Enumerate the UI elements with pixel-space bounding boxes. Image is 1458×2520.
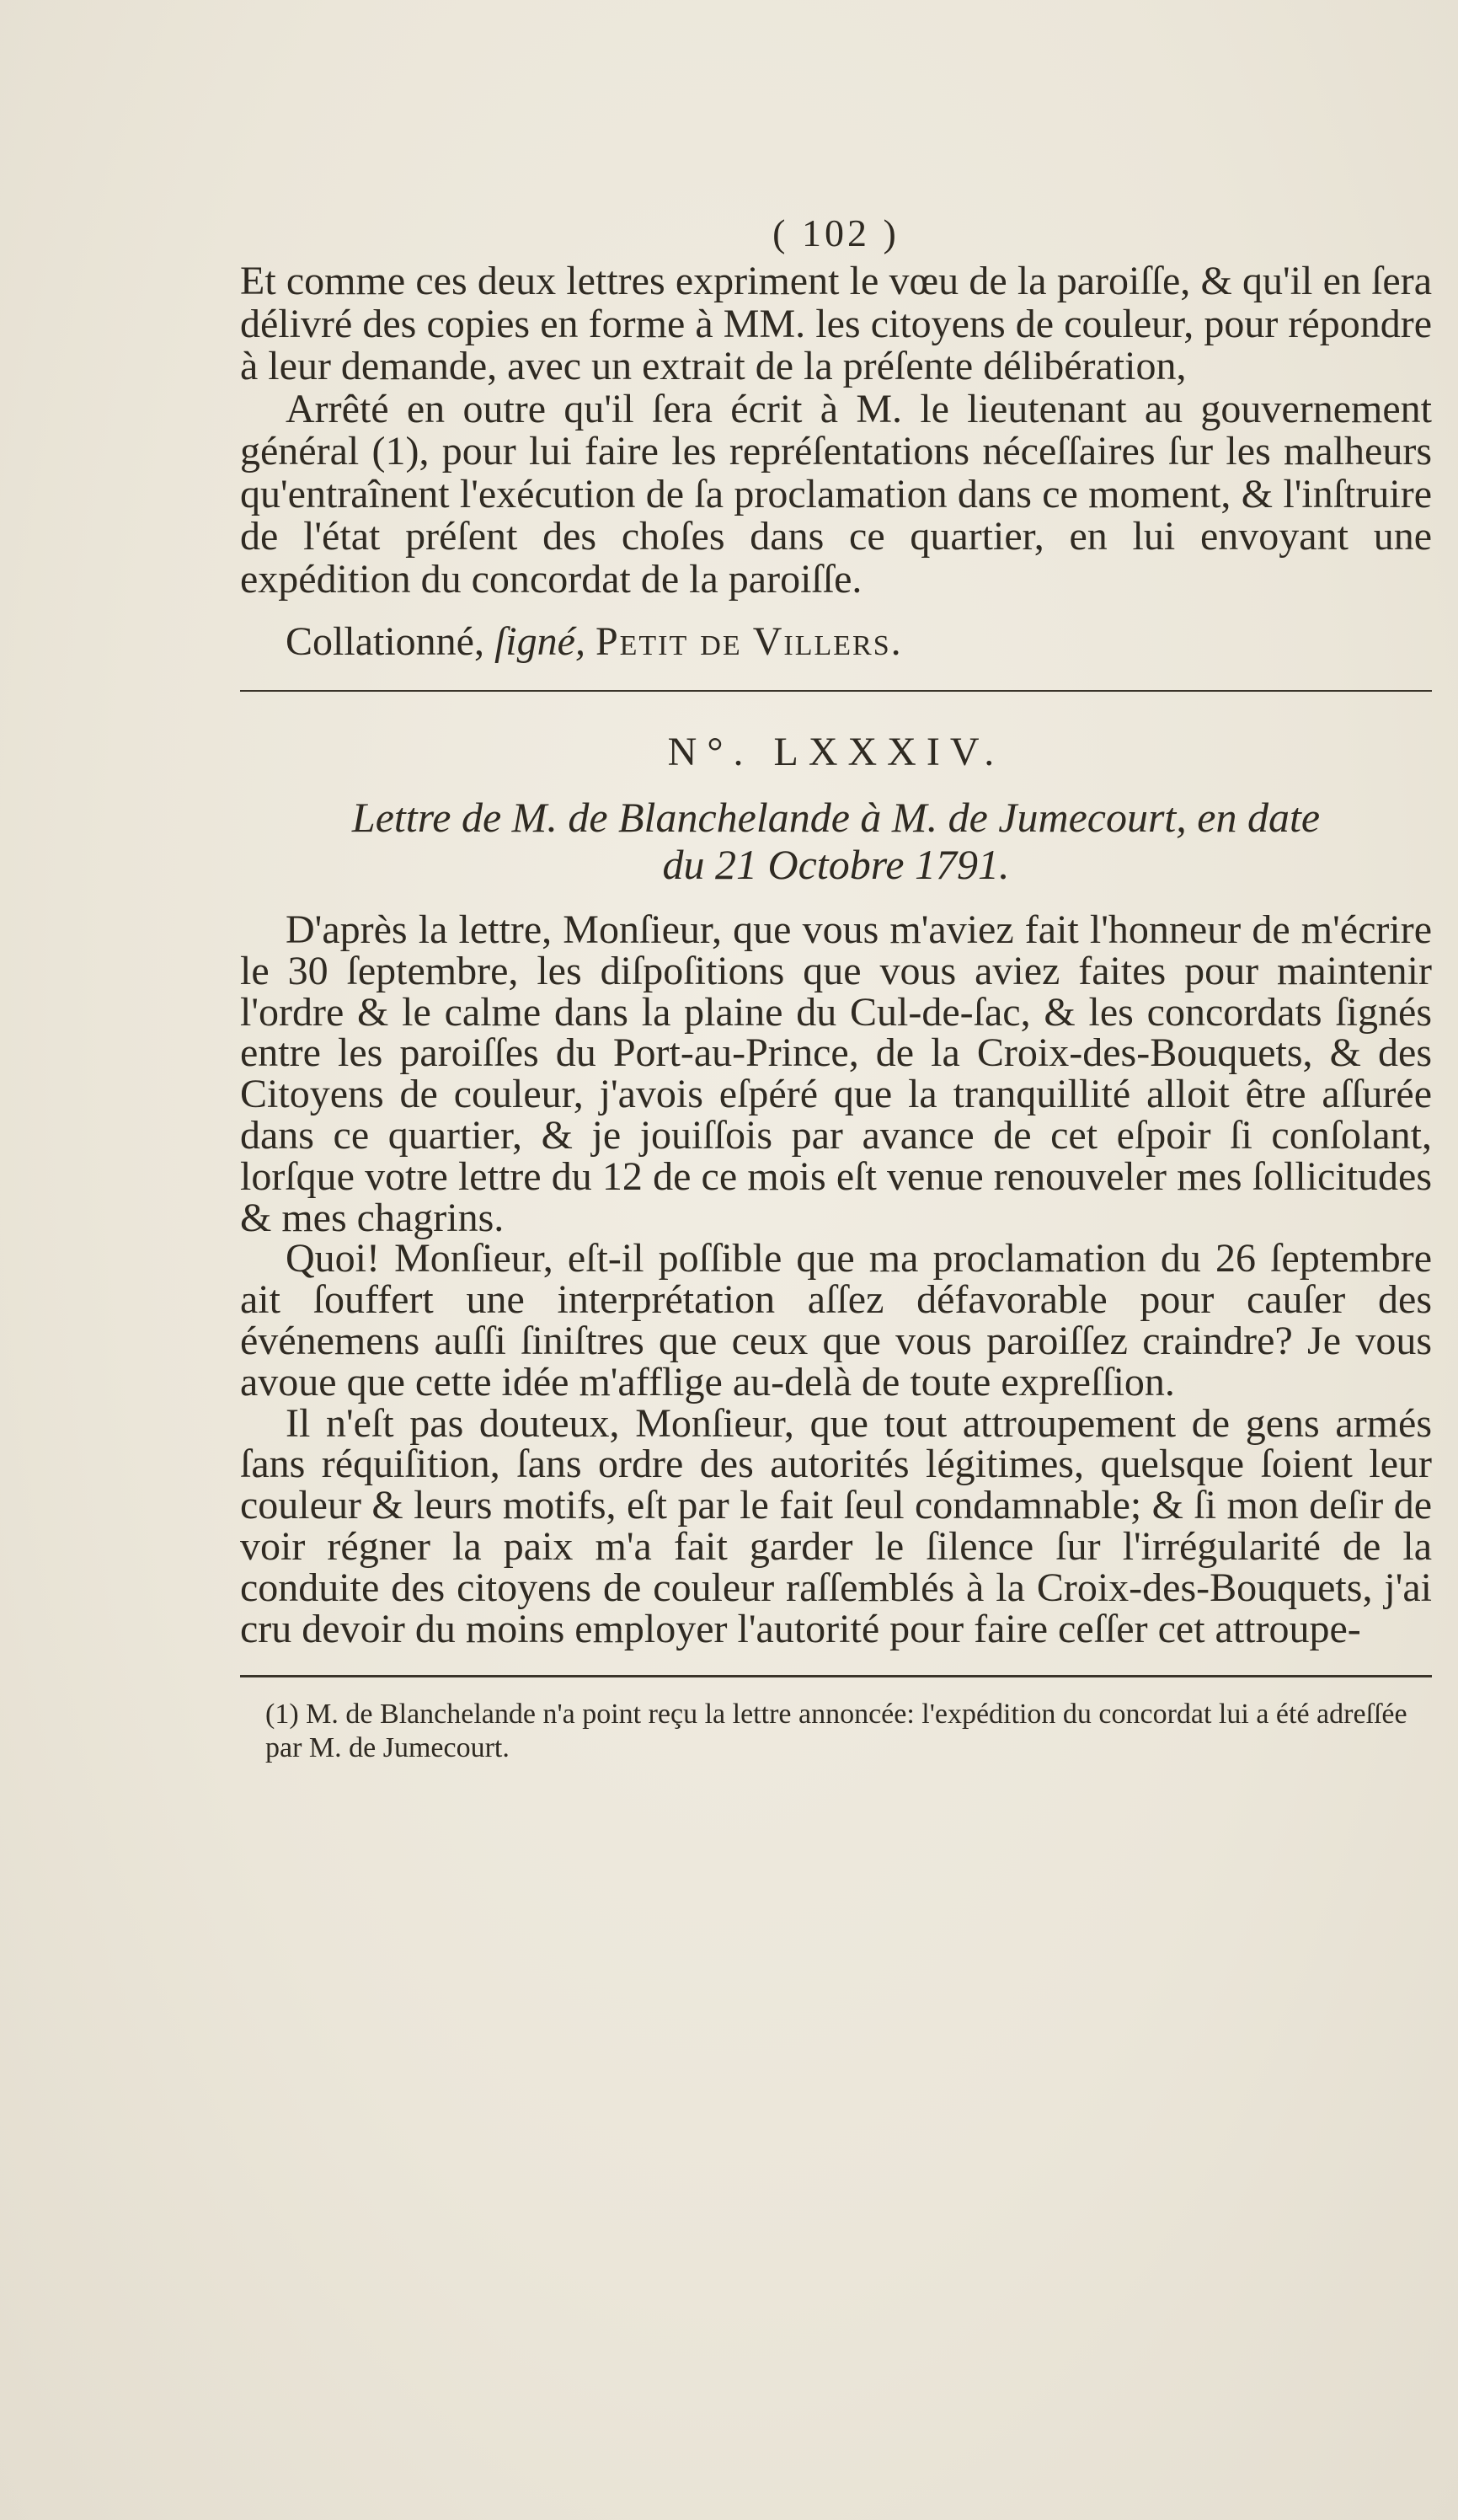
signature-prefix: Collationné, (286, 619, 484, 664)
letter-paragraph-3: Il n'eſt pas douteux, Monſieur, que tout attroupement de gens armés ſans réquiſition, ſans ordre des autorités légitimes, quelsque ſoient leur couleur & leurs motifs, eſt par le fait ſeul condamnable; & ſi mon deſir de voir régner la paix m'a fait garder le ſilence ſur l'irrégularité de la conduite des citoyens de couleur raſſemblés à la Croix-des-Bouquets, j'ai cru devoir du moins employer l'autorité pour faire ceſſer cet attroupe- (240, 1400, 1432, 1651)
signature-line (286, 619, 1432, 665)
letter-paragraph-1: D'après la lettre, Monſieur, que vous m'aviez fait l'honneur de m'écrire le 30 ſeptembre, les diſpoſitions que vous aviez faites pour maintenir l'ordre & le calme dans la plaine du Cul-de-ſac, & les concordats ſignés entre les paroiſſes du Port-au-Prince, de la Croix-des-Bouquets, & des Citoyens de couleur, j'avois eſpéré que la tranquillité alloit être aſſurée dans ce quartier, & je jouiſſois par avance de cet eſpoir ſi conſolant, lorſque votre lettre du 12 de ce mois eſt venue renouveler mes ſollicitudes & mes chagrins. (240, 907, 1432, 1240)
letter-paragraph-2: Quoi! Monſieur, eſt-il poſſible que ma proclamation du 26 ſeptembre ait ſouffert une interprétation aſſez défavorable pour cauſer des événemens auſſi ſiniſtres que ceux que vous paroiſſez craindre? Je vous avoue que cette idée m'afflige au-delà de toute expreſſion. (240, 1236, 1432, 1404)
continuation-paragraph-2: Arrêté en outre qu'il ſera écrit à M. le lieutenant au gouvernement général (1), pour lui faire les repréſentations néceſſaires ſur les malheurs qu'entraînent l'exécution de ſa proclamation dans ce moment, & l'inſtruire de l'état préſent des choſes dans ce quartier, en lui envoyant une expédition du concordat de la paroiſſe. (240, 386, 1432, 602)
continuation-paragraph-1: Et comme ces deux lettres expriment le vœu de la paroiſſe, & qu'il en ſera délivré des copies en forme à MM. les citoyens de couleur, pour répondre à leur demande, avec un extrait de la préſente délibération, (240, 259, 1432, 388)
footnote: (1) M. de Blanchelande n'a point reçu la lettre annoncée: l'expédition du concordat lui a été adreſſée par M. de Jumecourt. (265, 1699, 1407, 1764)
signature-signed: ſigné, (494, 619, 585, 664)
letter-title-line-2: du 21 Octobre 1791. (662, 841, 1010, 888)
document-number: N°. LXXXIV. (667, 730, 1005, 774)
section-divider (240, 690, 1432, 692)
text-column (240, 211, 1432, 1765)
letter-title-line-1: Lettre de M. de Blanchelande à M. de Jumecourt, en date (351, 794, 1321, 841)
letter-body (240, 907, 1432, 1651)
letter-title (240, 794, 1432, 888)
page-number: ( 102 ) (772, 211, 900, 254)
signature-name: Petit de Villers. (595, 619, 903, 664)
footnote-divider (240, 1675, 1432, 1677)
